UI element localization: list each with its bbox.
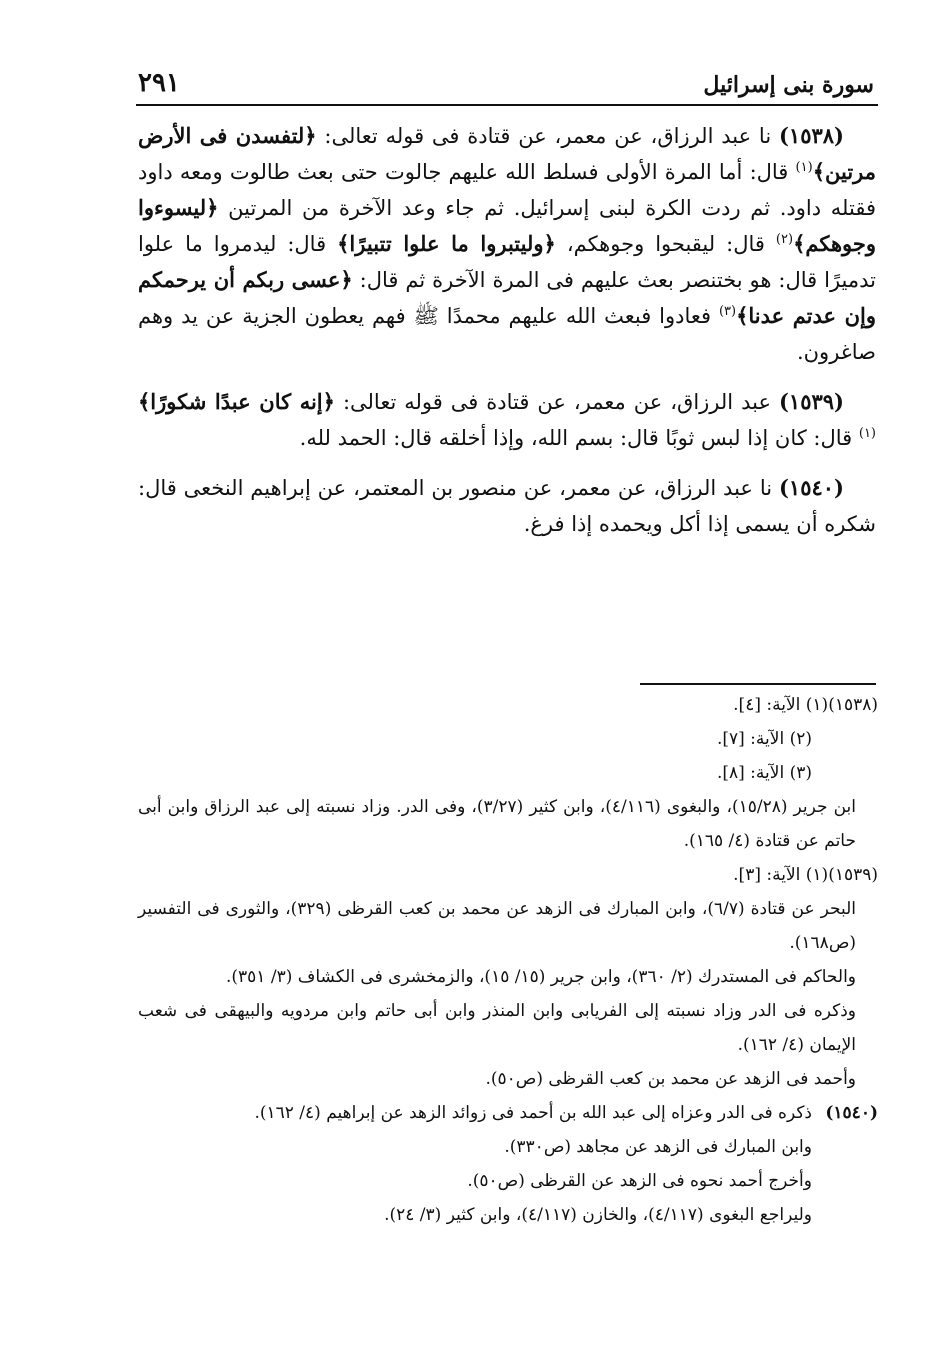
footnote-source: وأخرج أحمد نحوه فى الزهد عن القرظى (ص٥٠). — [467, 1171, 812, 1191]
quran-quote: ﴿عسى ربكم أن يرحمكم وإن عدتم عدنا﴾ — [138, 267, 876, 328]
narration-number: (١٥٣٩) — [778, 389, 844, 414]
surah-title: سورة بنى إسرائيل — [703, 72, 874, 98]
quran-quote: ﴿لتفسدن فى الأرض مرتين﴾ — [138, 123, 876, 184]
narration-1539 — [138, 384, 876, 456]
footnote-source: البحر عن قتادة (٦/٧)، وابن المبارك فى الزهد عن محمد بن كعب القرظى (٣٢٩)، والثورى فى التفسير (ص١٦٨). — [138, 899, 856, 953]
narration-text: عبد الرزاق، عن معمر، عن قتادة فى قوله تعالى: — [342, 390, 771, 414]
footnote-ref: (١) — [795, 160, 813, 175]
quran-quote: ﴿وليتبروا ما علوا تتبيرًا﴾ — [337, 231, 556, 256]
footnote-ayah: (١) الآية: [٣]. — [733, 865, 829, 885]
running-header — [136, 66, 878, 104]
footnote-label: (١٥٤٠) — [825, 1103, 878, 1123]
footnotes — [138, 688, 878, 1232]
footnote-source: وليراجع البغوى (٤/١١٧)، والخازن (٤/١١٧)، وابن كثير (٣/ ٢٤). — [384, 1205, 812, 1225]
narration-text: قال: كان إذا لبس ثوبًا قال: بسم الله، وإذا أخلقه قال: الحمد لله. — [299, 426, 853, 450]
page-number: ٢٩١ — [138, 68, 180, 98]
footnote-1539-line — [138, 858, 878, 892]
footnote-ref: (٣) — [718, 304, 737, 319]
narration-1540 — [138, 470, 876, 542]
header-rule — [136, 104, 878, 106]
narration-number: (١٥٣٨) — [778, 123, 844, 148]
footnote-1540-line — [138, 1096, 878, 1130]
footnote-source: وابن المبارك فى الزهد عن مجاهد (ص٣٣٠). — [504, 1137, 812, 1157]
footnote-1538-line — [138, 688, 878, 722]
footnote-label: (١٥٣٨) — [828, 695, 878, 715]
footnote-ref: (١) — [858, 426, 876, 441]
main-text — [138, 118, 876, 556]
footnote-source: ابن جرير (١٥/٢٨)، والبغوى (٤/١١٦)، وابن كثير (٣/٢٧)، وفى الدر. وزاد نسبته إلى عبد الرزاق وابن أبى حاتم عن قتادة (٤/ ١٦٥). — [138, 797, 856, 851]
footnote-source: والحاكم فى المستدرك (٢/ ٣٦٠)، وابن جرير (١٥/ ١٥)، والزمخشرى فى الكشاف (٣/ ٣٥١). — [225, 967, 856, 987]
footnote-source: وأحمد فى الزهد عن محمد بن كعب القرظى (ص٥٠). — [485, 1069, 856, 1089]
narration-text: نا عبد الرزاق، عن معمر، عن منصور بن المعتمر، عن إبراهيم النخعى قال: شكره أن يسمى إذا أكل ويحمده إذا فرغ. — [138, 476, 876, 536]
quran-quote: ﴿إنه كان عبدًا شكورًا﴾ — [138, 389, 335, 414]
footnote-source: وذكره فى الدر وزاد نسبته إلى الفريابى وابن المنذر وابن أبى حاتم وابن مردويه والبيهقى فى شعب الإيمان (٤/ ١٦٢). — [138, 1001, 856, 1055]
footnote-ayah: (٣) الآية: [٨]. — [716, 763, 812, 783]
quran-quote: ﴿ليسوءوا وجوهكم﴾ — [138, 195, 876, 256]
narration-text: قال: أما المرة الأولى فسلط الله عليهم جالوت حتى بعث طالوت ومعه داود فقتله داود. ثم ردت الكرة لبنى إسرائيل. ثم جاء وعد الآخرة من المرتين — [138, 160, 876, 220]
footnote-ayah: (١) الآية: [٤]. — [733, 695, 829, 715]
narration-text: نا عبد الرزاق، عن معمر، عن قتادة فى قوله تعالى: — [324, 124, 772, 148]
footnote-label: (١٥٣٩) — [828, 865, 878, 885]
footnote-rule — [640, 683, 876, 685]
narration-text: فعادوا فبعث الله عليهم محمدًا ﷺ فهم يعطون الجزية عن يد وهم صاغرون. — [138, 304, 876, 364]
narration-1538 — [138, 118, 876, 370]
narration-number: (١٥٤٠) — [778, 475, 844, 500]
narration-text: قال: ليدمروا ما علوا تدميرًا قال: هو بختنصر بعث عليهم فى المرة الآخرة ثم قال: — [138, 232, 876, 292]
footnote-ayah: (٢) الآية: [٧]. — [716, 729, 812, 749]
footnote-ref: (٢) — [775, 232, 794, 247]
footnote-source: ذكره فى الدر وعزاه إلى عبد الله بن أحمد فى زوائد الزهد عن إبراهيم (٤/ ١٦٢). — [254, 1103, 812, 1123]
narration-text: قال: ليقبحوا وجوهكم، — [566, 232, 765, 256]
